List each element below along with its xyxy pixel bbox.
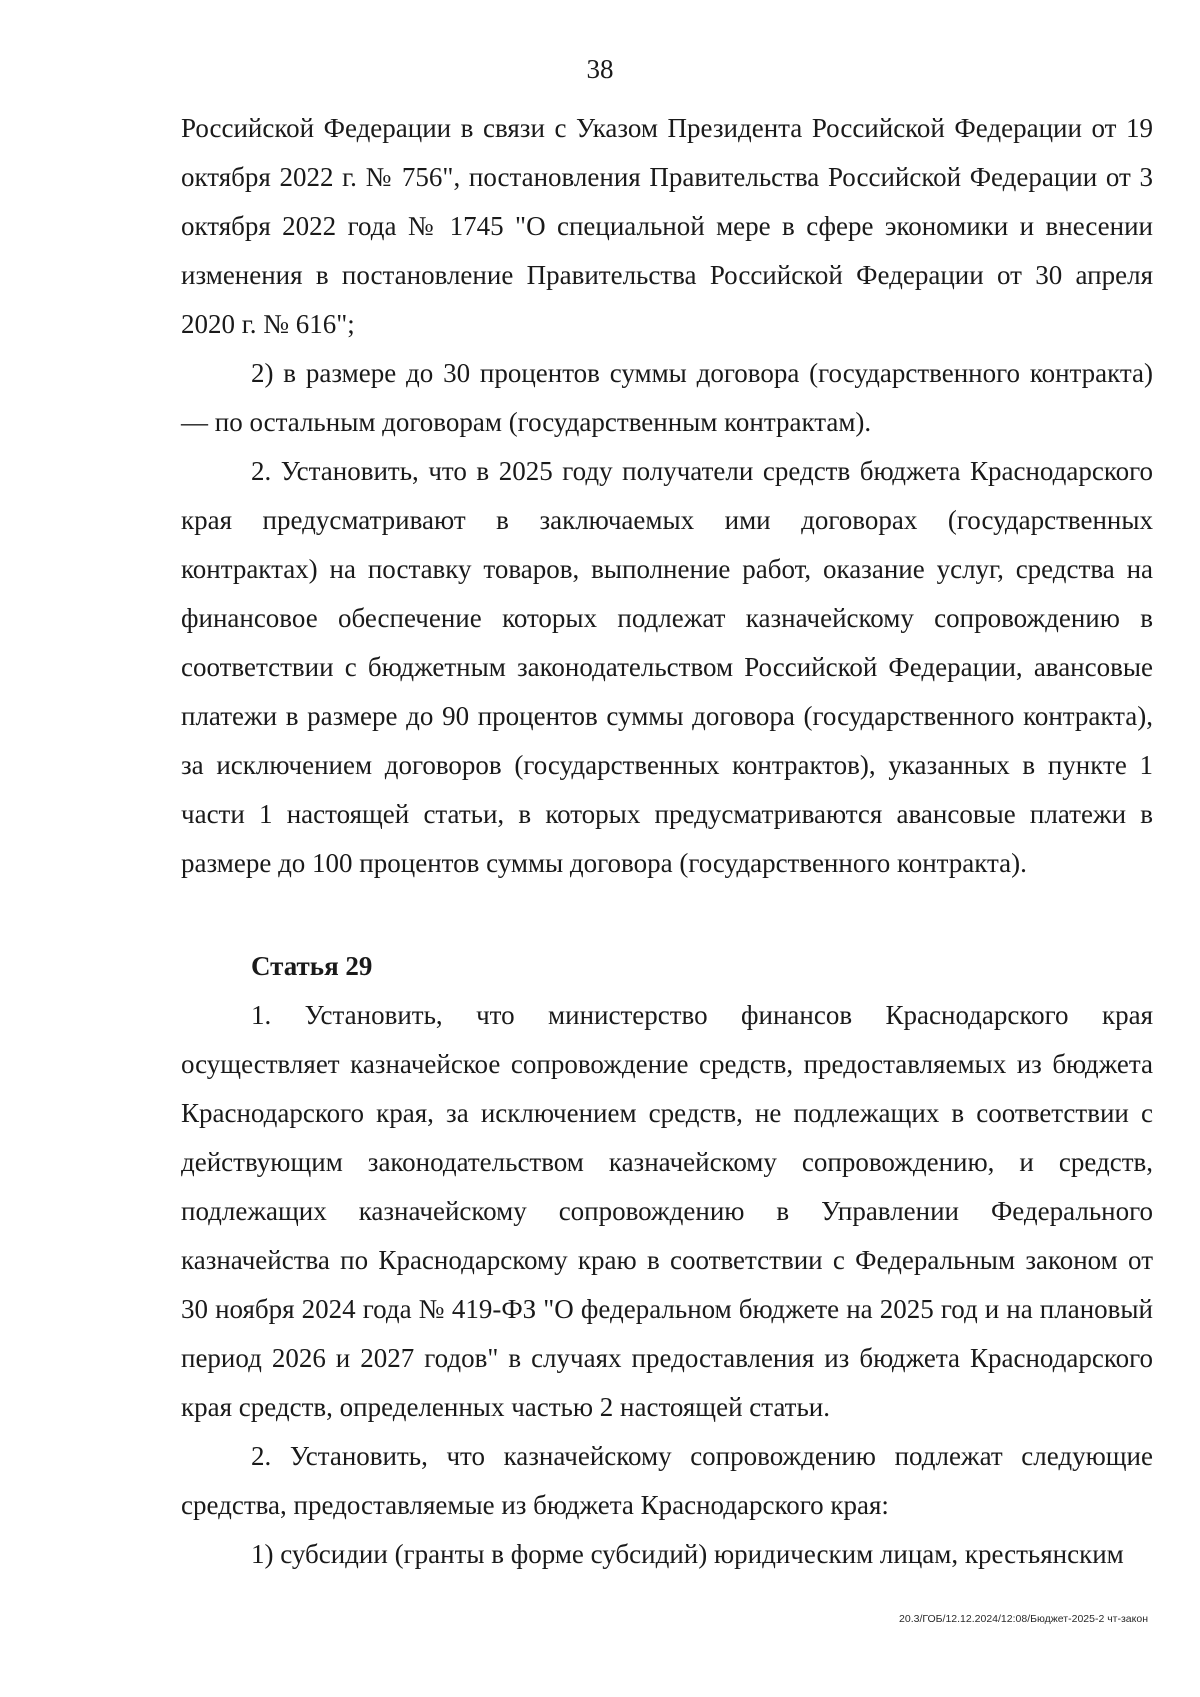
paragraph-continuation: Российской Федерации в связи с Указом Президента Российской Федерации от 19 октября 2022 г. № 756", постановления Правительства Российской Федерации от 3 октября 2022 года № 1745 "О специальной мере в сфере экономики и внесении изменения в постановление Правительства Российской Федерации от 30 апреля 2020 г. № 616"; [181,113,1153,339]
document-body [181,104,1153,1579]
article-paragraph-2: 2. Установить, что казначейскому сопровождению подлежат следующие средства, предоставляемые из бюджета Краснодарского края: [181,1441,1153,1520]
paragraph-part-2: 2. Установить, что в 2025 году получатели средств бюджета Краснодарского края предусматривают в заключаемых ими договорах (государственных контрактах) на поставку товаров, выполнение работ, оказание услуг, средства на финансовое обеспечение которых подлежат казначейскому сопровождению в соответствии с бюджетным законодательством Российской Федерации, авансовые платежи в размере до 90 процентов суммы договора (государственного контракта), за исключением договоров (государственных контрактов), указанных в пункте 1 части 1 настоящей статьи, в которых предусматриваются авансовые платежи в размере до 100 процентов суммы договора (государственного контракта). [181,456,1153,878]
article-paragraph-1: 1. Установить, что министерство финансов Краснодарского края осуществляет казначейское сопровождение средств, предоставляемых из бюджета Краснодарского края, за исключением средств, не подлежащих в соответствии с действующим законодательством казначейскому сопровождению, и средств, подлежащих казначейскому сопровождению в Управлении Федерального казначейства по Краснодарскому краю в соответствии с Федеральным законом от 30 ноября 2024 года № 419-ФЗ "О федеральном бюджете на 2025 год и на плановый период 2026 и 2027 годов" в случаях предоставления из бюджета Краснодарского края средств, определенных частью 2 настоящей статьи. [181,1000,1153,1422]
article-paragraph-3: 1) субсидии (гранты в форме субсидий) юридическим лицам, крестьянским [251,1539,1124,1569]
document-footer-code: 20.3/ГОБ/12.12.2024/12:08/Бюджет-2025-2 чт-закон [899,1613,1148,1625]
paragraph-item-2: 2) в размере до 30 процентов суммы договора (государственного контракта) — по остальным договорам (государственным контрактам). [181,358,1153,437]
article-heading: Статья 29 [251,951,373,981]
page-number: 38 [586,54,614,84]
section-spacer [181,888,1153,942]
